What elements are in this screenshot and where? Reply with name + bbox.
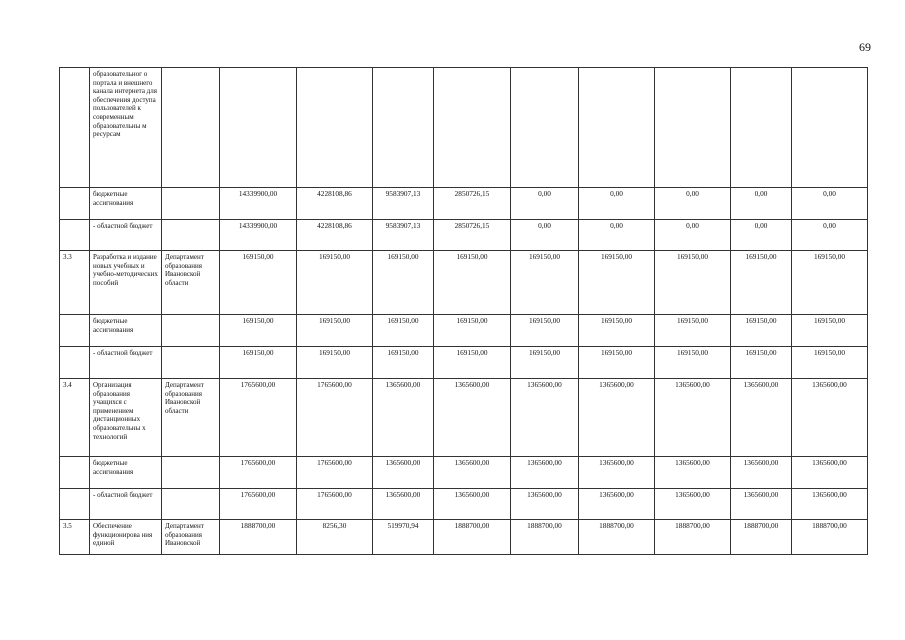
- value-cell: 169150,00: [579, 315, 655, 347]
- value-cell: 0,00: [511, 188, 579, 220]
- table-row: [60, 379, 868, 457]
- value-cell: 1365600,00: [434, 379, 511, 457]
- row-number-cell: [60, 457, 90, 489]
- executor-cell: Департамент образования Ивановской области: [162, 251, 220, 315]
- table-row: [60, 251, 868, 315]
- row-number-cell: [60, 489, 90, 520]
- table-row: [60, 68, 868, 188]
- value-cell: 2850726,15: [434, 188, 511, 220]
- value-cell: 1365600,00: [434, 489, 511, 520]
- value-cell: 1888700,00: [792, 520, 868, 555]
- value-cell: 2850726,15: [434, 220, 511, 251]
- value-cell: 1365600,00: [373, 379, 434, 457]
- value-cell: 169150,00: [373, 315, 434, 347]
- value-cell: 169150,00: [511, 315, 579, 347]
- value-cell: 0,00: [655, 220, 731, 251]
- value-cell: 169150,00: [731, 251, 792, 315]
- value-cell: 1365600,00: [731, 457, 792, 489]
- value-cell: 169150,00: [297, 315, 373, 347]
- value-cell: 0,00: [731, 220, 792, 251]
- table-body: [60, 68, 868, 555]
- value-cell: 169150,00: [220, 315, 297, 347]
- value-cell: 169150,00: [792, 251, 868, 315]
- executor-cell: Департамент образования Ивановской области: [162, 379, 220, 457]
- budget-table: [59, 67, 868, 555]
- value-cell: [373, 68, 434, 188]
- value-cell: 4228108,86: [297, 220, 373, 251]
- item-name-cell: бюджетные ассигнования: [90, 457, 162, 489]
- value-cell: 0,00: [655, 188, 731, 220]
- value-cell: 1365600,00: [579, 489, 655, 520]
- table-row: [60, 188, 868, 220]
- row-number-cell: 3.3: [60, 251, 90, 315]
- value-cell: 8256,30: [297, 520, 373, 555]
- value-cell: 1365600,00: [434, 457, 511, 489]
- value-cell: 9583907,13: [373, 220, 434, 251]
- value-cell: 1365600,00: [792, 489, 868, 520]
- value-cell: 0,00: [731, 188, 792, 220]
- executor-cell: [162, 489, 220, 520]
- value-cell: 169150,00: [373, 347, 434, 379]
- executor-cell: [162, 188, 220, 220]
- item-name-cell: - областной бюджет: [90, 220, 162, 251]
- value-cell: 1365600,00: [655, 489, 731, 520]
- executor-cell: [162, 347, 220, 379]
- row-number-cell: [60, 347, 90, 379]
- value-cell: [731, 68, 792, 188]
- value-cell: 169150,00: [434, 347, 511, 379]
- row-number-cell: [60, 315, 90, 347]
- table-row: [60, 315, 868, 347]
- value-cell: 169150,00: [434, 315, 511, 347]
- value-cell: 1365600,00: [792, 379, 868, 457]
- item-name-cell: образовательног о портала и внешнего канала интернета для обеспечения доступа пользователей к современным образовательны м ресурсам: [90, 68, 162, 188]
- executor-cell: [162, 220, 220, 251]
- value-cell: 1365600,00: [511, 379, 579, 457]
- value-cell: 14339900,00: [220, 220, 297, 251]
- row-number-cell: [60, 68, 90, 188]
- table-row: [60, 520, 868, 555]
- value-cell: 0,00: [579, 220, 655, 251]
- value-cell: 1888700,00: [731, 520, 792, 555]
- value-cell: 1765600,00: [220, 489, 297, 520]
- value-cell: 1365600,00: [511, 489, 579, 520]
- value-cell: 1888700,00: [579, 520, 655, 555]
- item-name-cell: Обеспечение функционирова ния единой: [90, 520, 162, 555]
- value-cell: 1365600,00: [511, 457, 579, 489]
- table-row: [60, 347, 868, 379]
- item-name-cell: бюджетные ассигнования: [90, 188, 162, 220]
- value-cell: 9583907,13: [373, 188, 434, 220]
- value-cell: 1365600,00: [579, 457, 655, 489]
- row-number-cell: 3.4: [60, 379, 90, 457]
- value-cell: 169150,00: [792, 347, 868, 379]
- value-cell: [297, 68, 373, 188]
- value-cell: 519970,94: [373, 520, 434, 555]
- value-cell: 1765600,00: [220, 457, 297, 489]
- value-cell: 1888700,00: [655, 520, 731, 555]
- value-cell: [511, 68, 579, 188]
- value-cell: 4228108,86: [297, 188, 373, 220]
- value-cell: 169150,00: [297, 347, 373, 379]
- value-cell: 169150,00: [655, 251, 731, 315]
- page-number: 69: [859, 40, 871, 54]
- value-cell: 169150,00: [579, 347, 655, 379]
- value-cell: 169150,00: [220, 347, 297, 379]
- value-cell: 169150,00: [511, 251, 579, 315]
- table-row: [60, 220, 868, 251]
- value-cell: 169150,00: [297, 251, 373, 315]
- table-row: [60, 457, 868, 489]
- value-cell: 169150,00: [373, 251, 434, 315]
- value-cell: 1765600,00: [297, 489, 373, 520]
- value-cell: 1765600,00: [220, 379, 297, 457]
- value-cell: 1365600,00: [373, 457, 434, 489]
- row-number-cell: [60, 220, 90, 251]
- item-name-cell: Разработка и издание новых учебных и учебно-методических пособий: [90, 251, 162, 315]
- value-cell: 1765600,00: [297, 457, 373, 489]
- item-name-cell: бюджетные ассигнования: [90, 315, 162, 347]
- value-cell: 0,00: [511, 220, 579, 251]
- value-cell: [434, 68, 511, 188]
- row-number-cell: 3.5: [60, 520, 90, 555]
- value-cell: 0,00: [579, 188, 655, 220]
- value-cell: 1888700,00: [511, 520, 579, 555]
- value-cell: 169150,00: [434, 251, 511, 315]
- row-number-cell: [60, 188, 90, 220]
- item-name-cell: - областной бюджет: [90, 347, 162, 379]
- value-cell: 1765600,00: [297, 379, 373, 457]
- value-cell: 0,00: [792, 220, 868, 251]
- value-cell: 169150,00: [655, 347, 731, 379]
- item-name-cell: Организация образования учащихся с применением дистанционных образовательны х технологий: [90, 379, 162, 457]
- value-cell: 169150,00: [792, 315, 868, 347]
- value-cell: 1365600,00: [373, 489, 434, 520]
- value-cell: [579, 68, 655, 188]
- table-row: [60, 489, 868, 520]
- value-cell: 1365600,00: [655, 457, 731, 489]
- value-cell: 169150,00: [731, 315, 792, 347]
- executor-cell: Департамент образования Ивановской: [162, 520, 220, 555]
- value-cell: 169150,00: [731, 347, 792, 379]
- executor-cell: [162, 457, 220, 489]
- value-cell: 0,00: [792, 188, 868, 220]
- value-cell: 1365600,00: [731, 489, 792, 520]
- item-name-cell: - областной бюджет: [90, 489, 162, 520]
- value-cell: 1365600,00: [655, 379, 731, 457]
- executor-cell: [162, 68, 220, 188]
- value-cell: 14339900,00: [220, 188, 297, 220]
- value-cell: 1365600,00: [731, 379, 792, 457]
- value-cell: 169150,00: [511, 347, 579, 379]
- executor-cell: [162, 315, 220, 347]
- value-cell: [220, 68, 297, 188]
- value-cell: 1365600,00: [579, 379, 655, 457]
- value-cell: [655, 68, 731, 188]
- value-cell: 169150,00: [655, 315, 731, 347]
- value-cell: [792, 68, 868, 188]
- value-cell: 169150,00: [579, 251, 655, 315]
- value-cell: 1888700,00: [434, 520, 511, 555]
- value-cell: 1365600,00: [792, 457, 868, 489]
- value-cell: 1888700,00: [220, 520, 297, 555]
- value-cell: 169150,00: [220, 251, 297, 315]
